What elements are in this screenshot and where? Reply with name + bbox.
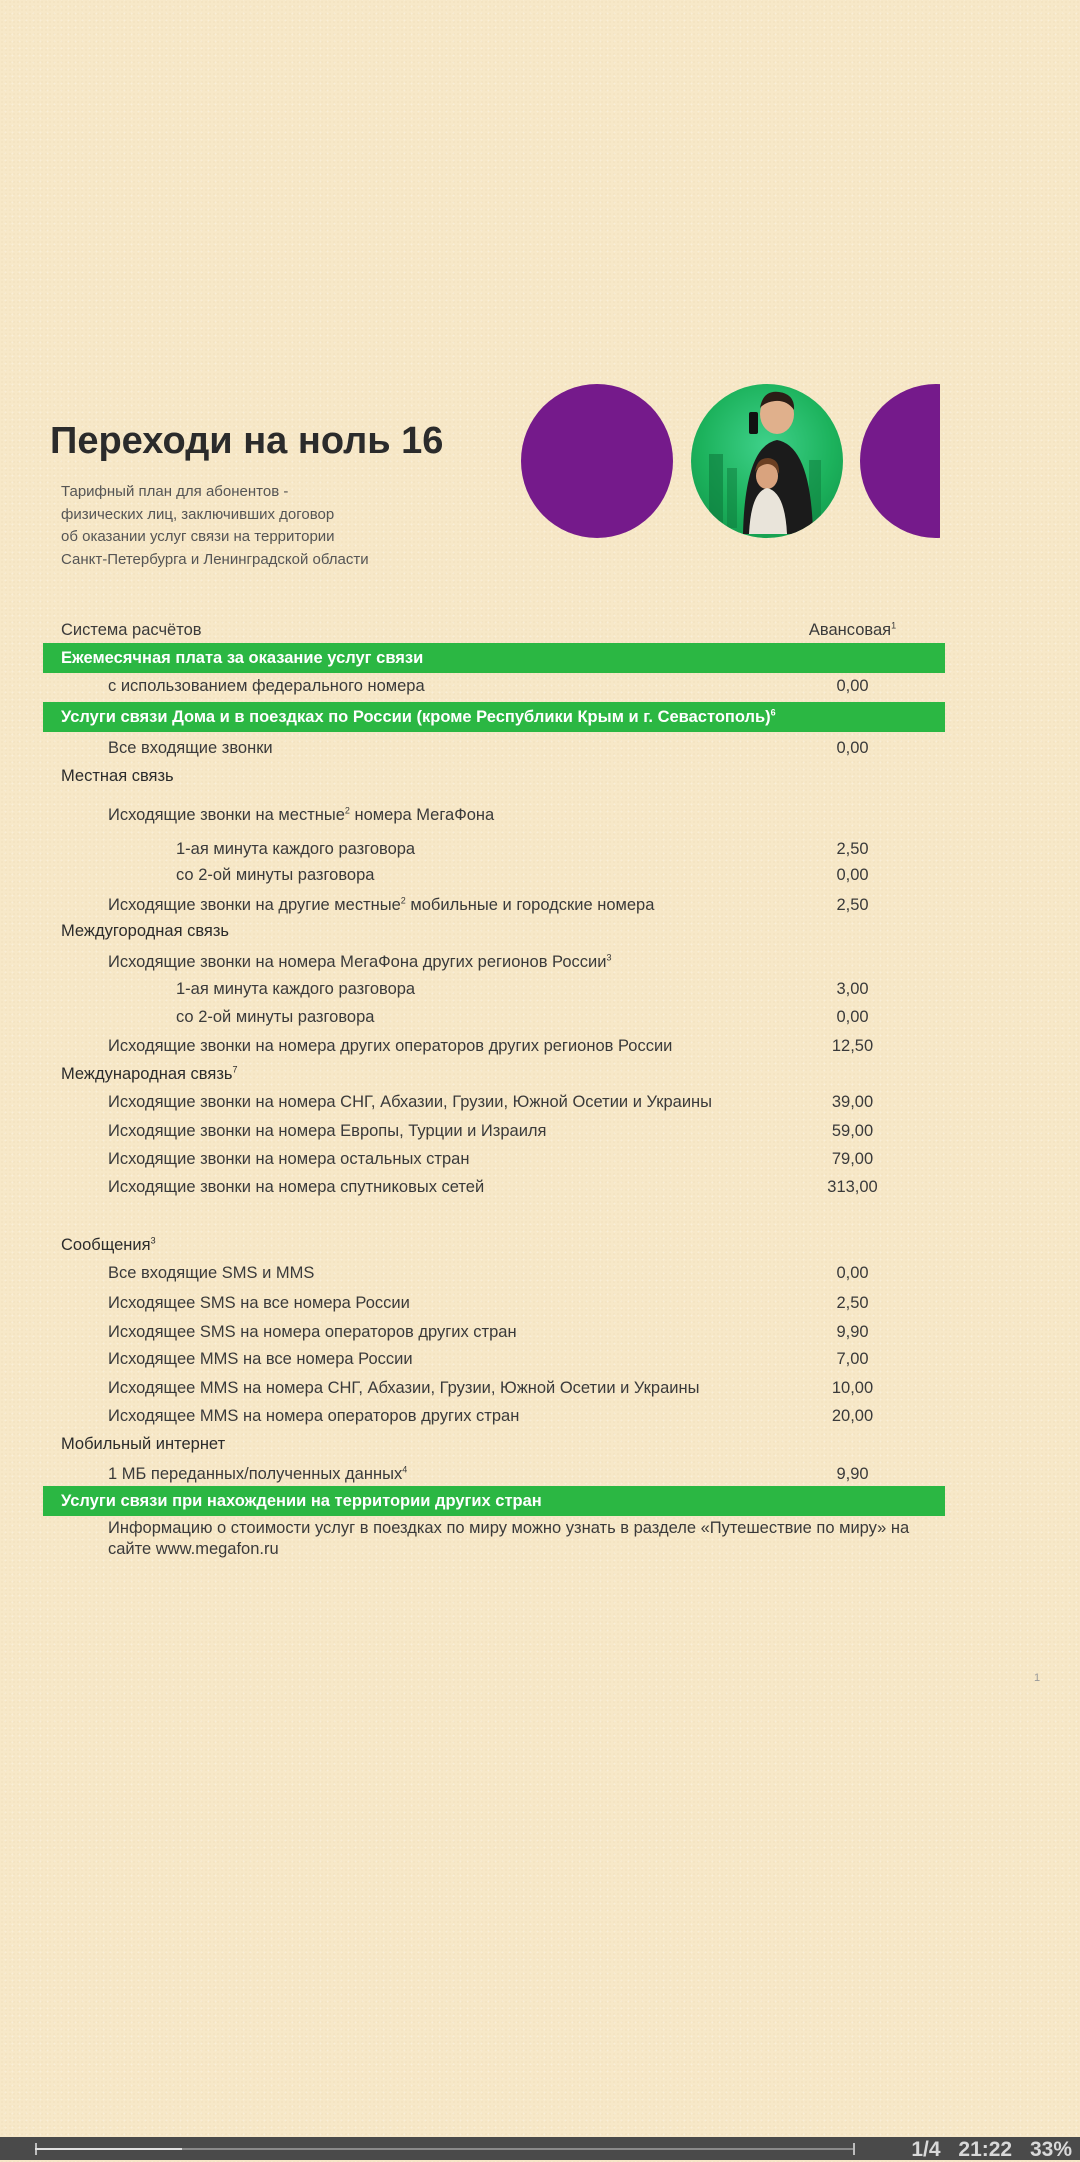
subtitle-line: об оказании услуг связи на территории: [61, 528, 335, 545]
price-row: Исходящее SMS на все номера России 2,50: [108, 1294, 869, 1312]
price-row: Исходящие звонки на номера других операторов других регионов России 12,50: [108, 1037, 874, 1055]
page-title: Переходи на ноль 16: [50, 420, 444, 462]
page-number: 1: [1034, 1672, 1041, 1684]
subsection-title: Местная связь: [61, 767, 174, 785]
price-row: Исходящие звонки на номера СНГ, Абхазии, Грузии, Южной Осетии и Украины 39,00: [108, 1093, 874, 1111]
price-row: 1-ая минута каждого разговора 3,00: [176, 980, 869, 998]
price-row: Исходящие звонки на номера остальных стран 79,00: [108, 1150, 874, 1168]
subtitle-line: физических лиц, заключивших договор: [61, 505, 335, 523]
price-row: Все входящие SMS и MMS 0,00: [108, 1264, 869, 1282]
price-row: Исходящее MMS на все номера России 7,00: [108, 1350, 869, 1368]
promo-photo-circle: [691, 384, 843, 538]
subsection-title: Междугородная связь: [61, 922, 230, 940]
price-row: с использованием федерального номера 0,00: [108, 677, 869, 695]
reader-status-bar: [0, 2137, 1080, 2160]
price-row: Исходящее MMS на номера СНГ, Абхазии, Грузии, Южной Осетии и Украины 10,00: [108, 1379, 874, 1397]
price-row: Все входящие звонки 0,00: [108, 739, 869, 757]
tariff-description: [61, 481, 369, 571]
price-row: Исходящие звонки на номера Европы, Турции и Израиля 59,00: [108, 1122, 874, 1140]
purple-half-circle-decoration: [860, 384, 940, 538]
price-row: Исходящие звонки на номера МегаФона других регионов России$^3$: [108, 952, 612, 971]
status-info: [899, 2137, 1072, 2160]
zoom-level: 33%: [1029, 2138, 1072, 2161]
price-row: со 2-ой минуты разговора 0,00: [176, 1008, 869, 1026]
billing-system-value: Авансовая$^1$: [808, 620, 897, 639]
price-row: со 2-ой минуты разговора 0,00: [176, 866, 869, 884]
price-row: Исходящие звонки на другие местные$^2$ мобильные и городские номера 2,50: [108, 895, 869, 914]
price-row: Исходящие звонки на номера спутниковых сетей 313,00: [108, 1178, 878, 1196]
people-photo-icon: [691, 384, 843, 538]
billing-system-row: [0, 617, 1080, 643]
abroad-info-text: Информацию о стоимости услуг в поездках по миру можно узнать в разделе «Путешествие по миру» на сайте www.megafon.ru: [108, 1519, 910, 1558]
section-header-label: Услуги связи при нахождении на территории других стран: [61, 1492, 542, 1510]
section-header-russia: [43, 702, 945, 732]
section-header-abroad: [43, 1486, 945, 1516]
reading-progress-fill: [35, 2148, 182, 2150]
subsection-title: Мобильный интернет: [61, 1435, 226, 1453]
purple-circle-decoration: [521, 384, 673, 538]
page-counter: 1/4: [911, 2138, 941, 2161]
price-row: Исходящее MMS на номера операторов других стран 20,00: [108, 1407, 874, 1425]
price-row: Исходящие звонки на местные$^2$ номера МегаФона: [108, 805, 495, 824]
clock: 21:22: [958, 2138, 1013, 2161]
price-row: 1-ая минута каждого разговора 2,50: [176, 840, 869, 858]
price-row: 1 МБ переданных/полученных данных$^4$ 9,90: [108, 1464, 869, 1483]
reading-progress-bar[interactable]: [35, 2148, 853, 2150]
progress-end-marker: [853, 2143, 855, 2155]
section-header-monthly: [43, 643, 945, 673]
subtitle-line: Тарифный план для абонентов -: [61, 483, 289, 500]
section-header-label: Ежемесячная плата за оказание услуг связи: [61, 649, 424, 667]
subsection-title: Сообщения$^3$: [61, 1235, 156, 1254]
price-row: Исходящее SMS на номера операторов других стран 9,90: [108, 1323, 869, 1341]
subsection-title: Международная связь$^7$: [61, 1064, 238, 1083]
section-header-label: Услуги связи Дома и в поездках по России (кроме Республики Крым и г. Севастополь)$^6$: [61, 707, 776, 726]
billing-system-label: Система расчётов: [61, 621, 202, 639]
subtitle-line: Санкт-Петербурга и Ленинградской области: [61, 550, 369, 568]
